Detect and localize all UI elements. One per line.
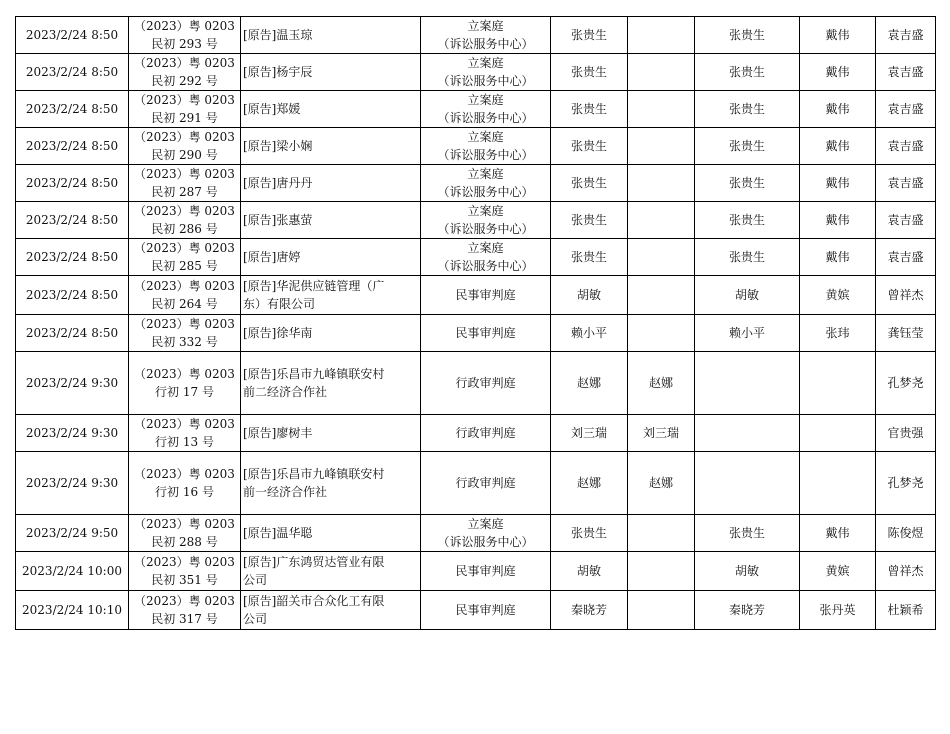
case-number-cell: [129, 352, 241, 415]
party-cell: [241, 352, 421, 415]
table-row: [16, 239, 936, 276]
tribunal-cell: [421, 91, 551, 128]
judge-cell: 赵娜: [551, 352, 628, 415]
party-cell-line: 前一经济合作社: [243, 485, 328, 499]
tribunal-cell-line: 立案庭: [467, 241, 504, 255]
clerk-cell: 曾祥杰: [876, 276, 936, 315]
tribunal-cell: [421, 315, 551, 352]
hearing-time-cell: 2023/2/24 10:10: [16, 591, 129, 630]
party-cell-line: [原告]郑媛: [243, 102, 301, 116]
case-number-cell-line: （2023）粤 0203: [134, 56, 235, 70]
table-row: [16, 552, 936, 591]
party-cell-line: [原告]华泥供应链管理（广: [243, 279, 385, 293]
tribunal-cell-line: （诉讼服务中心）: [437, 185, 534, 199]
party-cell-line: 公司: [243, 612, 268, 626]
tribunal-cell: [421, 202, 551, 239]
assistant-cell: 赵娜: [628, 352, 695, 415]
party-cell-line: [原告]温玉琼: [243, 28, 313, 42]
tribunal-cell-line: 行政审判庭: [455, 376, 516, 390]
panel-member-cell: 张丹英: [800, 591, 876, 630]
case-number-cell-line: （2023）粤 0203: [134, 19, 235, 33]
table-row: [16, 415, 936, 452]
case-number-cell-line: 民初 293 号: [151, 37, 218, 51]
judge-cell: 张贵生: [551, 202, 628, 239]
tribunal-cell-line: （诉讼服务中心）: [437, 259, 534, 273]
tribunal-cell-line: 民事审判庭: [455, 603, 516, 617]
case-number-cell-line: （2023）粤 0203: [134, 594, 235, 608]
party-cell: [241, 415, 421, 452]
clerk-cell: 杜颖希: [876, 591, 936, 630]
clerk-cell: 陈俊煜: [876, 515, 936, 552]
presiding-judge-cell: [695, 415, 800, 452]
case-number-cell-line: （2023）粤 0203: [134, 204, 235, 218]
case-number-cell-line: 民初 264 号: [151, 297, 218, 311]
case-number-cell: [129, 276, 241, 315]
case-number-cell: [129, 552, 241, 591]
tribunal-cell: [421, 239, 551, 276]
clerk-cell: 曾祥杰: [876, 552, 936, 591]
case-number-cell: [129, 91, 241, 128]
case-number-cell-line: （2023）粤 0203: [134, 130, 235, 144]
clerk-cell: 袁吉盛: [876, 239, 936, 276]
party-cell-line: [原告]乐昌市九峰镇联安村: [243, 467, 385, 481]
clerk-cell: 孔梦尧: [876, 352, 936, 415]
judge-cell: 秦晓芳: [551, 591, 628, 630]
tribunal-cell-line: 民事审判庭: [455, 564, 516, 578]
party-cell: [241, 128, 421, 165]
judge-cell: 张贵生: [551, 54, 628, 91]
hearing-time-cell: 2023/2/24 8:50: [16, 315, 129, 352]
hearing-schedule-page: [15, 16, 936, 630]
case-number-cell-line: （2023）粤 0203: [134, 417, 235, 431]
hearing-time-cell: 2023/2/24 8:50: [16, 202, 129, 239]
panel-member-cell: 戴伟: [800, 54, 876, 91]
party-cell-line: [原告]杨宇辰: [243, 65, 313, 79]
clerk-cell: 龚钰莹: [876, 315, 936, 352]
tribunal-cell-line: 立案庭: [467, 517, 504, 531]
case-number-cell-line: 民初 290 号: [151, 148, 218, 162]
assistant-cell: 刘三瑞: [628, 415, 695, 452]
tribunal-cell-line: 立案庭: [467, 204, 504, 218]
case-number-cell-line: （2023）粤 0203: [134, 317, 235, 331]
tribunal-cell-line: 民事审判庭: [455, 288, 516, 302]
assistant-cell: [628, 165, 695, 202]
case-number-cell-line: （2023）粤 0203: [134, 93, 235, 107]
table-row: [16, 165, 936, 202]
panel-member-cell: 戴伟: [800, 17, 876, 54]
case-number-cell-line: 民初 291 号: [151, 111, 218, 125]
party-cell: [241, 591, 421, 630]
hearing-time-cell: 2023/2/24 9:30: [16, 352, 129, 415]
case-number-cell: [129, 202, 241, 239]
panel-member-cell: [800, 352, 876, 415]
party-cell: [241, 552, 421, 591]
tribunal-cell: [421, 128, 551, 165]
party-cell-line: 东）有限公司: [243, 297, 316, 311]
table-row: [16, 91, 936, 128]
clerk-cell: 袁吉盛: [876, 165, 936, 202]
case-number-cell: [129, 591, 241, 630]
assistant-cell: [628, 591, 695, 630]
presiding-judge-cell: 赖小平: [695, 315, 800, 352]
party-cell-line: [原告]梁小娴: [243, 139, 313, 153]
panel-member-cell: 戴伟: [800, 515, 876, 552]
tribunal-cell-line: 行政审判庭: [455, 476, 516, 490]
table-row: [16, 202, 936, 239]
judge-cell: 张贵生: [551, 91, 628, 128]
judge-cell: 张贵生: [551, 128, 628, 165]
presiding-judge-cell: 张贵生: [695, 202, 800, 239]
case-number-cell-line: 行初 17 号: [155, 385, 214, 399]
case-number-cell: [129, 415, 241, 452]
tribunal-cell-line: （诉讼服务中心）: [437, 111, 534, 125]
case-number-cell-line: 行初 13 号: [155, 435, 214, 449]
party-cell: [241, 17, 421, 54]
party-cell-line: [原告]乐昌市九峰镇联安村: [243, 367, 385, 381]
panel-member-cell: [800, 452, 876, 515]
judge-cell: 张贵生: [551, 17, 628, 54]
tribunal-cell: [421, 276, 551, 315]
case-number-cell-line: 民初 351 号: [151, 573, 218, 587]
tribunal-cell: [421, 165, 551, 202]
case-number-cell: [129, 17, 241, 54]
party-cell-line: [原告]张惠萤: [243, 213, 313, 227]
case-number-cell: [129, 165, 241, 202]
party-cell-line: [原告]韶关市合众化工有限: [243, 594, 385, 608]
hearing-time-cell: 2023/2/24 8:50: [16, 165, 129, 202]
clerk-cell: 袁吉盛: [876, 17, 936, 54]
presiding-judge-cell: [695, 452, 800, 515]
presiding-judge-cell: 张贵生: [695, 128, 800, 165]
tribunal-cell: [421, 452, 551, 515]
hearing-time-cell: 2023/2/24 8:50: [16, 276, 129, 315]
hearing-time-cell: 2023/2/24 9:30: [16, 415, 129, 452]
case-number-cell-line: （2023）粤 0203: [134, 241, 235, 255]
presiding-judge-cell: 张贵生: [695, 54, 800, 91]
hearing-time-cell: 2023/2/24 8:50: [16, 239, 129, 276]
judge-cell: 赵娜: [551, 452, 628, 515]
hearing-time-cell: 2023/2/24 9:30: [16, 452, 129, 515]
table-row: [16, 352, 936, 415]
case-number-cell: [129, 315, 241, 352]
hearing-time-cell: 2023/2/24 9:50: [16, 515, 129, 552]
hearing-time-cell: 2023/2/24 8:50: [16, 128, 129, 165]
table-row: [16, 591, 936, 630]
case-number-cell-line: 民初 317 号: [151, 612, 218, 626]
case-number-cell-line: 民初 286 号: [151, 222, 218, 236]
party-cell: [241, 165, 421, 202]
case-number-cell-line: 民初 288 号: [151, 535, 218, 549]
assistant-cell: [628, 54, 695, 91]
tribunal-cell-line: 行政审判庭: [455, 426, 516, 440]
tribunal-cell-line: 立案庭: [467, 167, 504, 181]
case-number-cell: [129, 128, 241, 165]
judge-cell: 张贵生: [551, 239, 628, 276]
assistant-cell: [628, 239, 695, 276]
tribunal-cell-line: （诉讼服务中心）: [437, 222, 534, 236]
tribunal-cell-line: （诉讼服务中心）: [437, 37, 534, 51]
clerk-cell: 袁吉盛: [876, 91, 936, 128]
party-cell-line: [原告]广东鸿贸达管业有限: [243, 555, 385, 569]
assistant-cell: [628, 315, 695, 352]
presiding-judge-cell: 胡敏: [695, 276, 800, 315]
panel-member-cell: 戴伟: [800, 239, 876, 276]
tribunal-cell: [421, 352, 551, 415]
table-row: [16, 17, 936, 54]
panel-member-cell: 戴伟: [800, 165, 876, 202]
judge-cell: 胡敏: [551, 276, 628, 315]
presiding-judge-cell: 张贵生: [695, 91, 800, 128]
case-number-cell-line: 民初 287 号: [151, 185, 218, 199]
case-number-cell: [129, 515, 241, 552]
tribunal-cell-line: （诉讼服务中心）: [437, 148, 534, 162]
assistant-cell: [628, 128, 695, 165]
panel-member-cell: 戴伟: [800, 202, 876, 239]
tribunal-cell: [421, 415, 551, 452]
judge-cell: 胡敏: [551, 552, 628, 591]
party-cell: [241, 276, 421, 315]
hearing-time-cell: 2023/2/24 8:50: [16, 17, 129, 54]
clerk-cell: 袁吉盛: [876, 54, 936, 91]
case-number-cell-line: （2023）粤 0203: [134, 367, 235, 381]
case-number-cell-line: （2023）粤 0203: [134, 167, 235, 181]
case-number-cell-line: 民初 332 号: [151, 335, 218, 349]
schedule-body: [16, 17, 936, 630]
case-number-cell-line: （2023）粤 0203: [134, 467, 235, 481]
presiding-judge-cell: 张贵生: [695, 515, 800, 552]
panel-member-cell: 戴伟: [800, 128, 876, 165]
assistant-cell: [628, 552, 695, 591]
case-number-cell-line: （2023）粤 0203: [134, 517, 235, 531]
case-number-cell: [129, 54, 241, 91]
party-cell: [241, 239, 421, 276]
tribunal-cell-line: （诉讼服务中心）: [437, 74, 534, 88]
party-cell: [241, 91, 421, 128]
party-cell-line: [原告]温华聪: [243, 526, 313, 540]
case-number-cell: [129, 452, 241, 515]
case-number-cell-line: 行初 16 号: [155, 485, 214, 499]
assistant-cell: [628, 202, 695, 239]
party-cell: [241, 515, 421, 552]
tribunal-cell: [421, 54, 551, 91]
judge-cell: 张贵生: [551, 515, 628, 552]
table-row: [16, 452, 936, 515]
panel-member-cell: [800, 415, 876, 452]
clerk-cell: 袁吉盛: [876, 128, 936, 165]
judge-cell: 张贵生: [551, 165, 628, 202]
panel-member-cell: 张玮: [800, 315, 876, 352]
judge-cell: 刘三瑞: [551, 415, 628, 452]
party-cell-line: [原告]廖树丰: [243, 426, 313, 440]
assistant-cell: [628, 276, 695, 315]
assistant-cell: 赵娜: [628, 452, 695, 515]
presiding-judge-cell: 秦晓芳: [695, 591, 800, 630]
case-number-cell-line: （2023）粤 0203: [134, 555, 235, 569]
party-cell-line: [原告]唐丹丹: [243, 176, 313, 190]
tribunal-cell-line: 立案庭: [467, 56, 504, 70]
assistant-cell: [628, 91, 695, 128]
tribunal-cell: [421, 552, 551, 591]
tribunal-cell-line: 立案庭: [467, 93, 504, 107]
presiding-judge-cell: 张贵生: [695, 165, 800, 202]
presiding-judge-cell: 张贵生: [695, 17, 800, 54]
clerk-cell: 孔梦尧: [876, 452, 936, 515]
party-cell-line: 公司: [243, 573, 268, 587]
tribunal-cell-line: 立案庭: [467, 130, 504, 144]
tribunal-cell-line: 立案庭: [467, 19, 504, 33]
assistant-cell: [628, 515, 695, 552]
panel-member-cell: 戴伟: [800, 91, 876, 128]
hearing-time-cell: 2023/2/24 8:50: [16, 54, 129, 91]
party-cell: [241, 452, 421, 515]
party-cell-line: [原告]唐婷: [243, 250, 301, 264]
table-row: [16, 276, 936, 315]
hearing-schedule-table: [15, 16, 936, 630]
tribunal-cell: [421, 515, 551, 552]
tribunal-cell: [421, 17, 551, 54]
tribunal-cell-line: 民事审判庭: [455, 326, 516, 340]
clerk-cell: 袁吉盛: [876, 202, 936, 239]
panel-member-cell: 黄嫔: [800, 276, 876, 315]
tribunal-cell-line: （诉讼服务中心）: [437, 535, 534, 549]
party-cell-line: 前二经济合作社: [243, 385, 328, 399]
party-cell-line: [原告]徐华南: [243, 326, 313, 340]
presiding-judge-cell: 张贵生: [695, 239, 800, 276]
party-cell: [241, 315, 421, 352]
presiding-judge-cell: [695, 352, 800, 415]
case-number-cell-line: 民初 292 号: [151, 74, 218, 88]
tribunal-cell: [421, 591, 551, 630]
assistant-cell: [628, 17, 695, 54]
clerk-cell: 官贵强: [876, 415, 936, 452]
table-row: [16, 315, 936, 352]
case-number-cell-line: （2023）粤 0203: [134, 279, 235, 293]
table-row: [16, 54, 936, 91]
table-row: [16, 128, 936, 165]
panel-member-cell: 黄嫔: [800, 552, 876, 591]
party-cell: [241, 54, 421, 91]
party-cell: [241, 202, 421, 239]
case-number-cell-line: 民初 285 号: [151, 259, 218, 273]
hearing-time-cell: 2023/2/24 10:00: [16, 552, 129, 591]
judge-cell: 赖小平: [551, 315, 628, 352]
hearing-time-cell: 2023/2/24 8:50: [16, 91, 129, 128]
case-number-cell: [129, 239, 241, 276]
table-row: [16, 515, 936, 552]
presiding-judge-cell: 胡敏: [695, 552, 800, 591]
